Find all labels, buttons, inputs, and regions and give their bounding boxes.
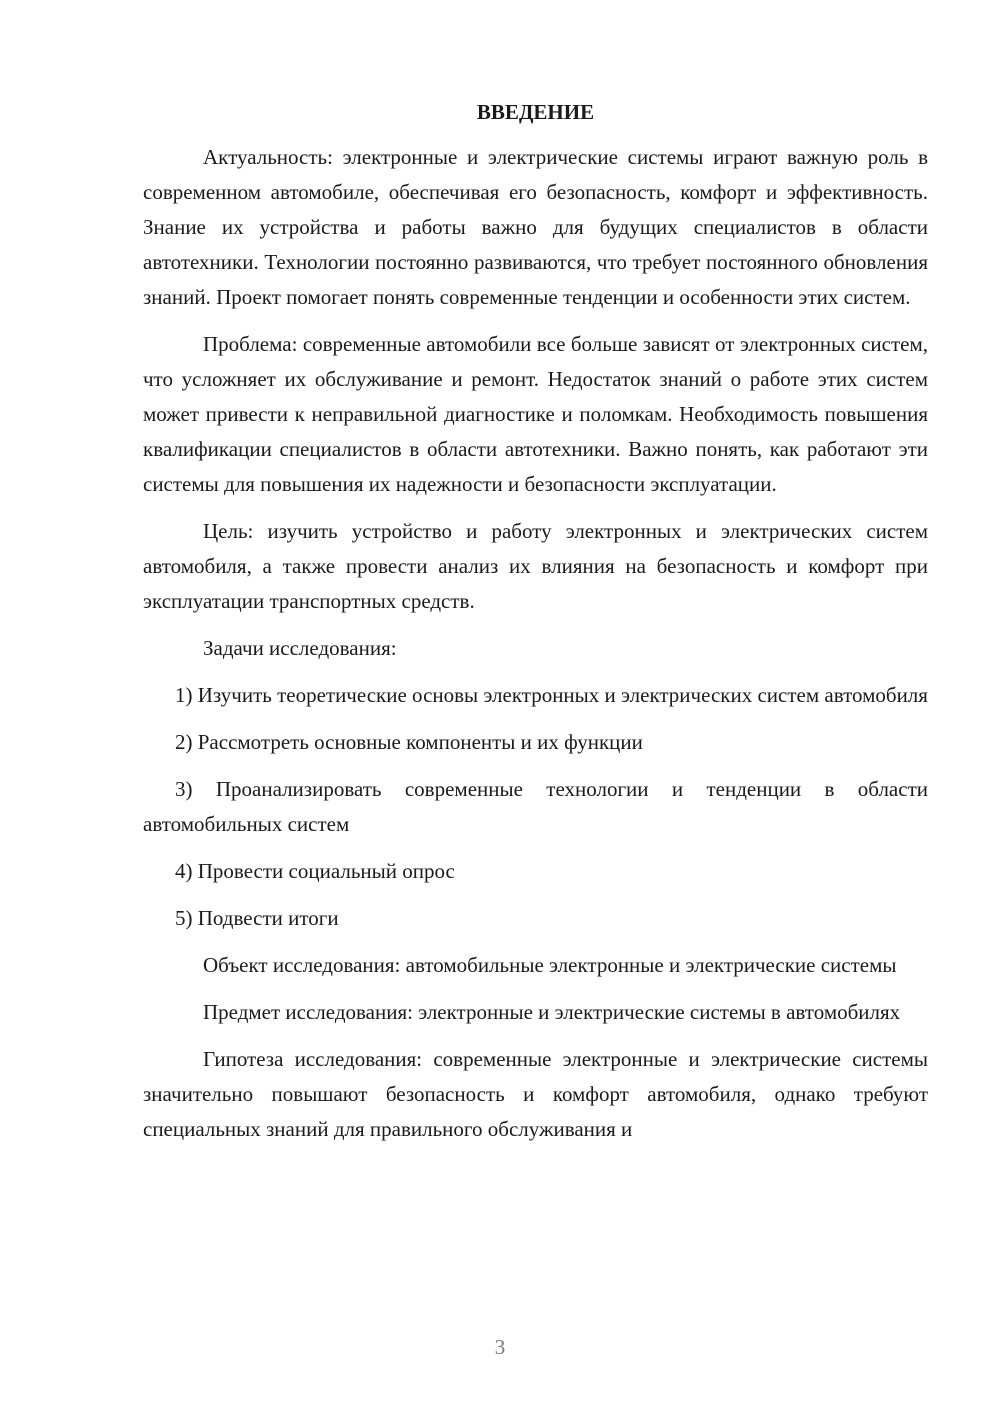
goal-paragraph: Цель: изучить устройство и работу электронных и электрических систем автомобиля, а также провести анализ их влияния на безопасность и комфорт при эксплуатации транспортных средств. xyxy=(143,519,928,613)
hypothesis-paragraph: Гипотеза исследования: современные электронные и электрические системы значительно повышают безопасность и комфорт автомобиля, однако требуют специальных знаний для правильного обслуживания и xyxy=(143,1047,928,1141)
page-number: 3 xyxy=(494,1335,506,1359)
task-item: 4) Провести социальный опрос xyxy=(175,859,455,883)
task-item: 5) Подвести итоги xyxy=(175,906,339,930)
page-content xyxy=(143,95,928,1159)
problem-paragraph: Проблема: современные автомобили все больше зависят от электронных систем, что усложняет их обслуживание и ремонт. Недостаток знаний о работе этих систем может привести к неправильной диагностике и поломкам. Необходимость повышения квалификации специалистов в области автотехники. Важно понять, как работают эти системы для повышения их надежности и безопасности эксплуатации. xyxy=(143,332,928,496)
page-title: ВВЕДЕНИЕ xyxy=(476,100,595,124)
task-item: 2) Рассмотреть основные компоненты и их функции xyxy=(175,730,643,754)
object-paragraph: Объект исследования: автомобильные электронные и электрические системы xyxy=(203,953,897,977)
task-item: 1) Изучить теоретические основы электронных и электрических систем автомобиля xyxy=(175,683,928,707)
tasks-list xyxy=(143,678,928,936)
subject-paragraph: Предмет исследования: электронные и электрические системы в автомобилях xyxy=(203,1000,901,1024)
tasks-label: Задачи исследования: xyxy=(203,636,397,660)
relevance-paragraph: Актуальность: электронные и электрические системы играют важную роль в современном автомобиле, обеспечивая его безопасность, комфорт и эффективность. Знание их устройства и работы важно для будущих специалистов в области автотехники. Технологии постоянно развиваются, что требует постоянного обновления знаний. Проект помогает понять современные тенденции и особенности этих систем. xyxy=(143,145,928,309)
task-item: 3) Проанализировать современные технологии и тенденции в области автомобильных систем xyxy=(143,777,928,836)
